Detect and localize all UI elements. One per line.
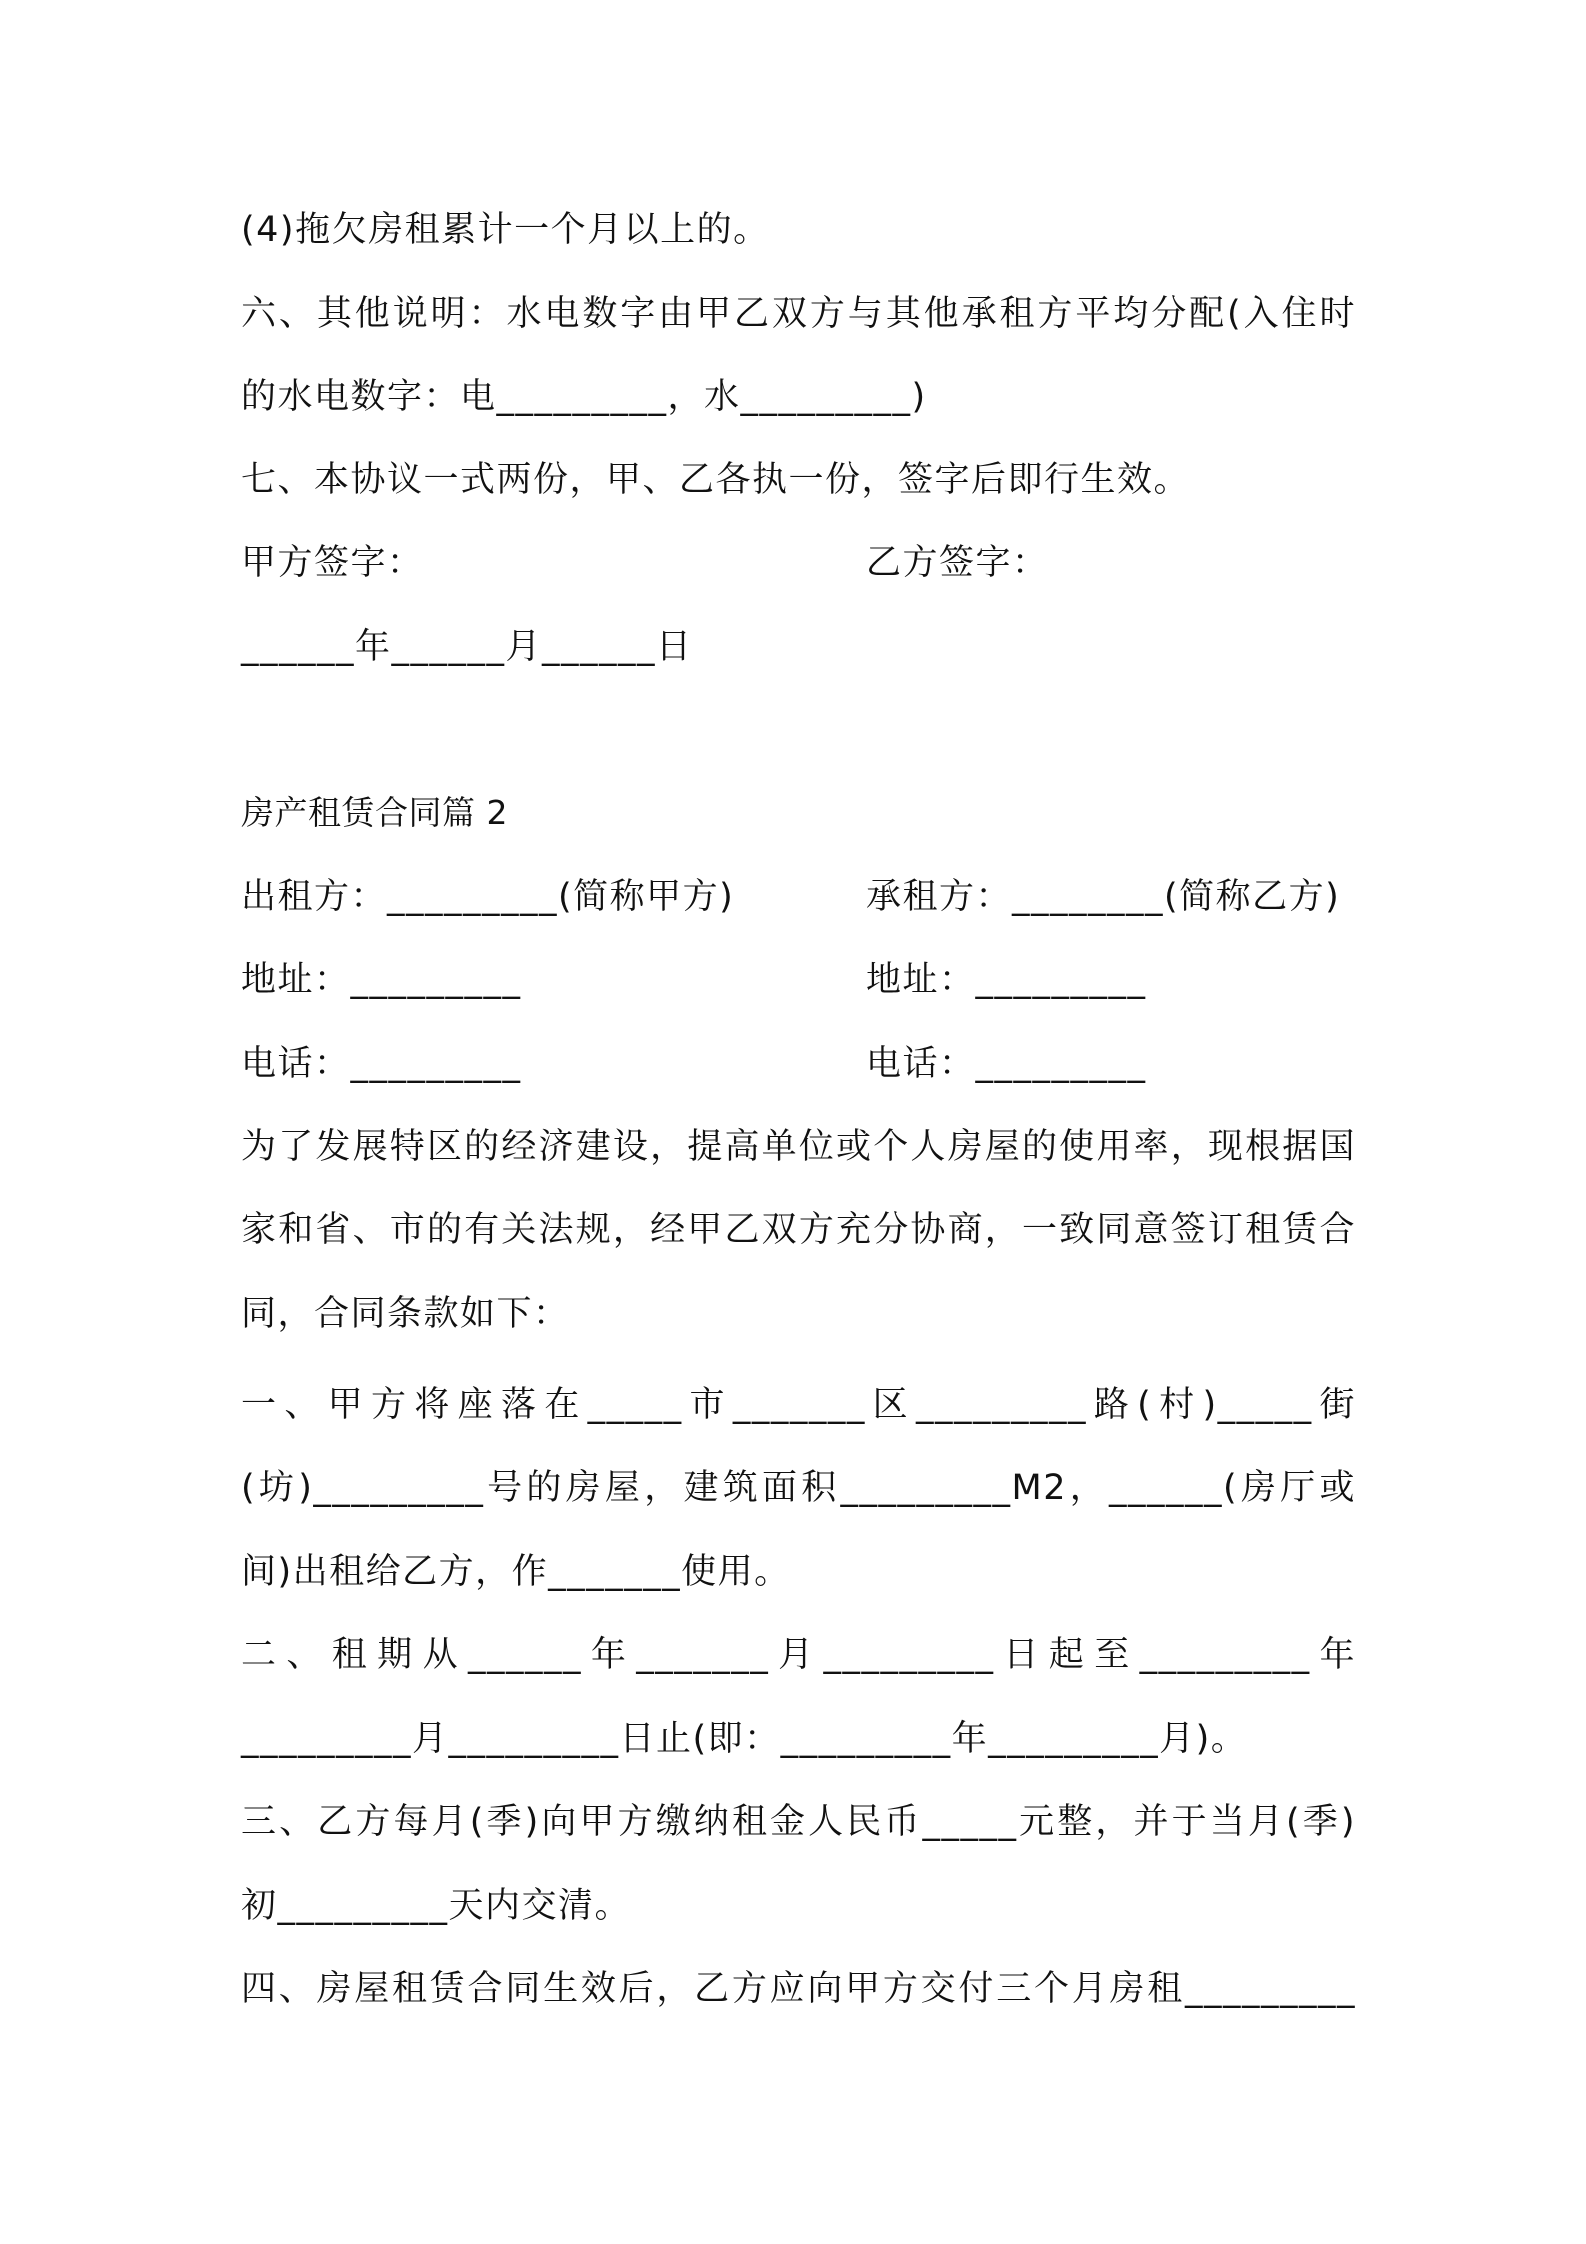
clause-6-other-notes: 六、其他说明：水电数字由甲乙双方与其他承租方平均分配(入住时 bbox=[241, 294, 1356, 334]
party-b-signature-label: 乙方签字： bbox=[866, 543, 1049, 583]
lessee-address-field: 地址：_________ bbox=[866, 960, 1147, 1000]
clause-2-line-1: 二、租期从______年_______月_________日起至_________年 bbox=[241, 1635, 1356, 1675]
section-title: 房产租赁合同篇 2 bbox=[241, 793, 508, 832]
lessor-phone-field: 电话：_________ bbox=[241, 1044, 522, 1084]
preamble-line-2: 家和省、市的有关法规，经甲乙双方充分协商，一致同意签订租赁合 bbox=[241, 1210, 1356, 1250]
clause-6-utility-readings: 的水电数字：电_________，水_________) bbox=[241, 377, 927, 417]
clause-1-line-2: (坊)_________号的房屋，建筑面积_________M2，______(房厅或 bbox=[241, 1468, 1356, 1508]
signature-date-line: ______年______月______日 bbox=[241, 627, 693, 667]
preamble-line-1: 为了发展特区的经济建设，提高单位或个人房屋的使用率，现根据国 bbox=[241, 1127, 1356, 1167]
lessee-phone-field: 电话：_________ bbox=[866, 1044, 1147, 1084]
clause-1-line-1: 一、甲方将座落在_____市_______区_________路(村)_____街 bbox=[241, 1385, 1356, 1425]
preamble-line-3: 同，合同条款如下： bbox=[241, 1294, 570, 1334]
clause-3-line-2: 初_________天内交清。 bbox=[241, 1886, 632, 1926]
lessee-field: 承租方：________(简称乙方) bbox=[866, 877, 1341, 917]
party-a-signature-label: 甲方签字： bbox=[241, 543, 424, 583]
clause-3-line-1: 三、乙方每月(季)向甲方缴纳租金人民币_____元整，并于当月(季) bbox=[241, 1802, 1356, 1842]
clause-4-line-1: 四、房屋租赁合同生效后，乙方应向甲方交付三个月房租_________ bbox=[241, 1969, 1356, 2009]
clause-7-copies: 七、本协议一式两份，甲、乙各执一份，签字后即行生效。 bbox=[241, 460, 1191, 500]
lessor-address-field: 地址：_________ bbox=[241, 960, 522, 1000]
clause-2-line-2: _________月_________日止(即：_________年_________月)。 bbox=[241, 1719, 1248, 1759]
clause-1-line-3: 间)出租给乙方，作_______使用。 bbox=[241, 1552, 791, 1592]
clause-4-overdue-rent: (4)拖欠房租累计一个月以上的。 bbox=[241, 210, 770, 250]
lessor-field: 出租方：_________(简称甲方) bbox=[241, 877, 735, 917]
